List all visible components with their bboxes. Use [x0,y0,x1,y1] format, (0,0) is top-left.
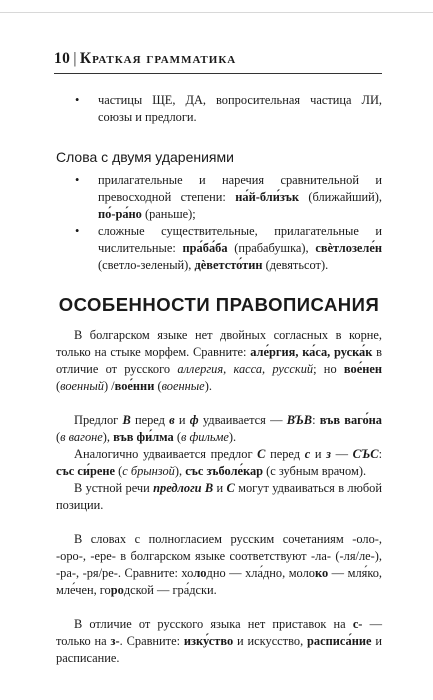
italic-word: с брынзой [122,464,175,478]
bullet-text: частицы ЩЕ, ДА, вопросительная частица ЛИ, союзы и предлоги. [98,93,382,124]
bold-word: във ваго́на [319,413,382,427]
text-run: ), [174,464,186,478]
italic-word: военный [60,379,104,393]
page-number: 10 [54,50,71,67]
bold-word: с- [352,617,363,631]
text-run: и [174,413,190,427]
bold-word: на́й-бли́зък [235,190,299,204]
bold-word: дѐветсто́тин [194,258,263,272]
text-run: : [312,413,320,427]
bullet-icon: • [75,224,80,238]
italic-word: в вагоне [60,430,103,444]
paragraph [56,446,382,480]
bullet-icon: • [75,173,80,187]
subheading: Слова с двумя ударениями [56,149,234,165]
text-run: Аналогично удваивается предлог [74,447,258,461]
text-run: ( [154,379,162,393]
italic-word: военные [161,379,205,393]
text-run: перед [130,413,170,427]
text-run: (раньше); [141,207,196,221]
text-run: (с зубным врачом). [263,464,367,478]
bold-italic-word: в [169,413,175,427]
text-run: В словах с полногласием русским сочетаниям -оло-, -оро-, -ере- в болгарском языке соответствуют -ла- (-ля/ле-), -ра-, -ря/ре-. Сравните: хо [56,532,382,580]
text-run: ; но [313,362,344,376]
text-run: — [330,447,353,461]
bold-word: изку́ство [183,634,234,648]
text-run: ( [56,430,61,444]
bold-word: пра́ба́ба [182,241,228,255]
bold-italic-word: ВЪВ [286,413,313,427]
bold-word: със зъболе́кар [185,464,264,478]
bold-word: ло [193,566,207,580]
bold-word: по́-ра́но [98,207,142,221]
bold-italic-word: В [122,413,131,427]
text-run: (светло-зеленый), [98,258,195,272]
text-run: (прабабушка), [227,241,316,255]
text-run: В отличие от русского языка нет приставок на [74,617,353,631]
paragraph [56,412,382,446]
text-run: ). [228,430,237,444]
bold-word: със си́рене [56,464,115,478]
text-run: ). [204,379,212,393]
bold-word: ро [110,583,124,597]
text-run: прилагательные и наречия сравнительной и превосходной степени: [98,173,382,204]
text-run: (ближайший), [298,190,382,204]
text-run: ( [173,430,181,444]
running-header [54,50,236,68]
header-title: Краткая грамматика [79,50,237,67]
bold-italic-word: предлоги В [153,481,214,495]
bold-italic-word: ф [189,413,199,427]
text-run: в отличие от русского [56,345,382,376]
text-run: дской — гра́дски. [123,583,217,597]
paragraph-gap [56,514,382,531]
text-run: могут удваиваться в любой позиции. [56,481,382,512]
text-run: удваивается — [198,413,287,427]
italic-word: аллергия, касса, русский [177,362,314,376]
list-item [56,223,382,274]
bold-italic-word: С [257,447,266,461]
text-run: : [378,447,383,461]
text-run: (девятьсот). [262,258,329,272]
list-item [56,92,382,126]
paragraph [56,480,382,514]
text-run: и расписание. [56,634,382,665]
bold-word: вое́нни [114,379,155,393]
text-run: — мля́ко, мле́чен, го [56,566,383,597]
bold-italic-word: С [226,481,235,495]
header-rule [54,73,382,74]
bold-word: але́ргия, ка́са, руска́к [250,345,373,359]
bold-italic-word: СЪС [352,447,379,461]
top-edge-line [0,12,433,13]
bold-word: вое́нен [343,362,382,376]
bullet-icon: • [75,93,80,107]
paragraph [56,531,382,599]
text-run: ) / [103,379,115,393]
section-title: ОСОБЕННОСТИ ПРАВОПИСАНИЯ [58,294,380,315]
text-run: Предлог [74,413,123,427]
bold-word: ко [314,566,329,580]
paragraph-gap [56,395,382,412]
bold-word: з- [110,634,120,648]
text-run: В болгарском языке нет двойных согласных в корне, только на стыке морфем. Сравните: [56,328,382,359]
bullet-text [68,223,382,274]
text-run: В устной речи [74,481,154,495]
bold-word: свѐтлозеле́н [315,241,383,255]
text-run: перед [265,447,305,461]
bold-word: расписа́ние [307,634,372,648]
bold-italic-word: с [304,447,311,461]
italic-word: в фильме [180,430,229,444]
bullet-text [68,172,382,223]
text-run: и [310,447,327,461]
list-item [56,172,382,223]
bold-word: във фи́лма [113,430,174,444]
text-run: . Сравните: [119,634,184,648]
text-run: и искусство, [233,634,308,648]
paragraph [56,327,382,395]
page-content [56,92,382,667]
text-run: — только на [56,617,382,648]
text-run: ), [102,430,114,444]
header-separator: | [73,50,77,67]
text-run: ( [115,464,123,478]
paragraph [56,616,382,667]
text-run: и [213,481,227,495]
paragraph-gap [56,599,382,616]
bold-italic-word: з [326,447,331,461]
text-run: ( [56,379,61,393]
text-run: сложные существительные, прилагательные и числительные: [98,224,382,255]
text-run: дно — хла́дно, моло [206,566,315,580]
